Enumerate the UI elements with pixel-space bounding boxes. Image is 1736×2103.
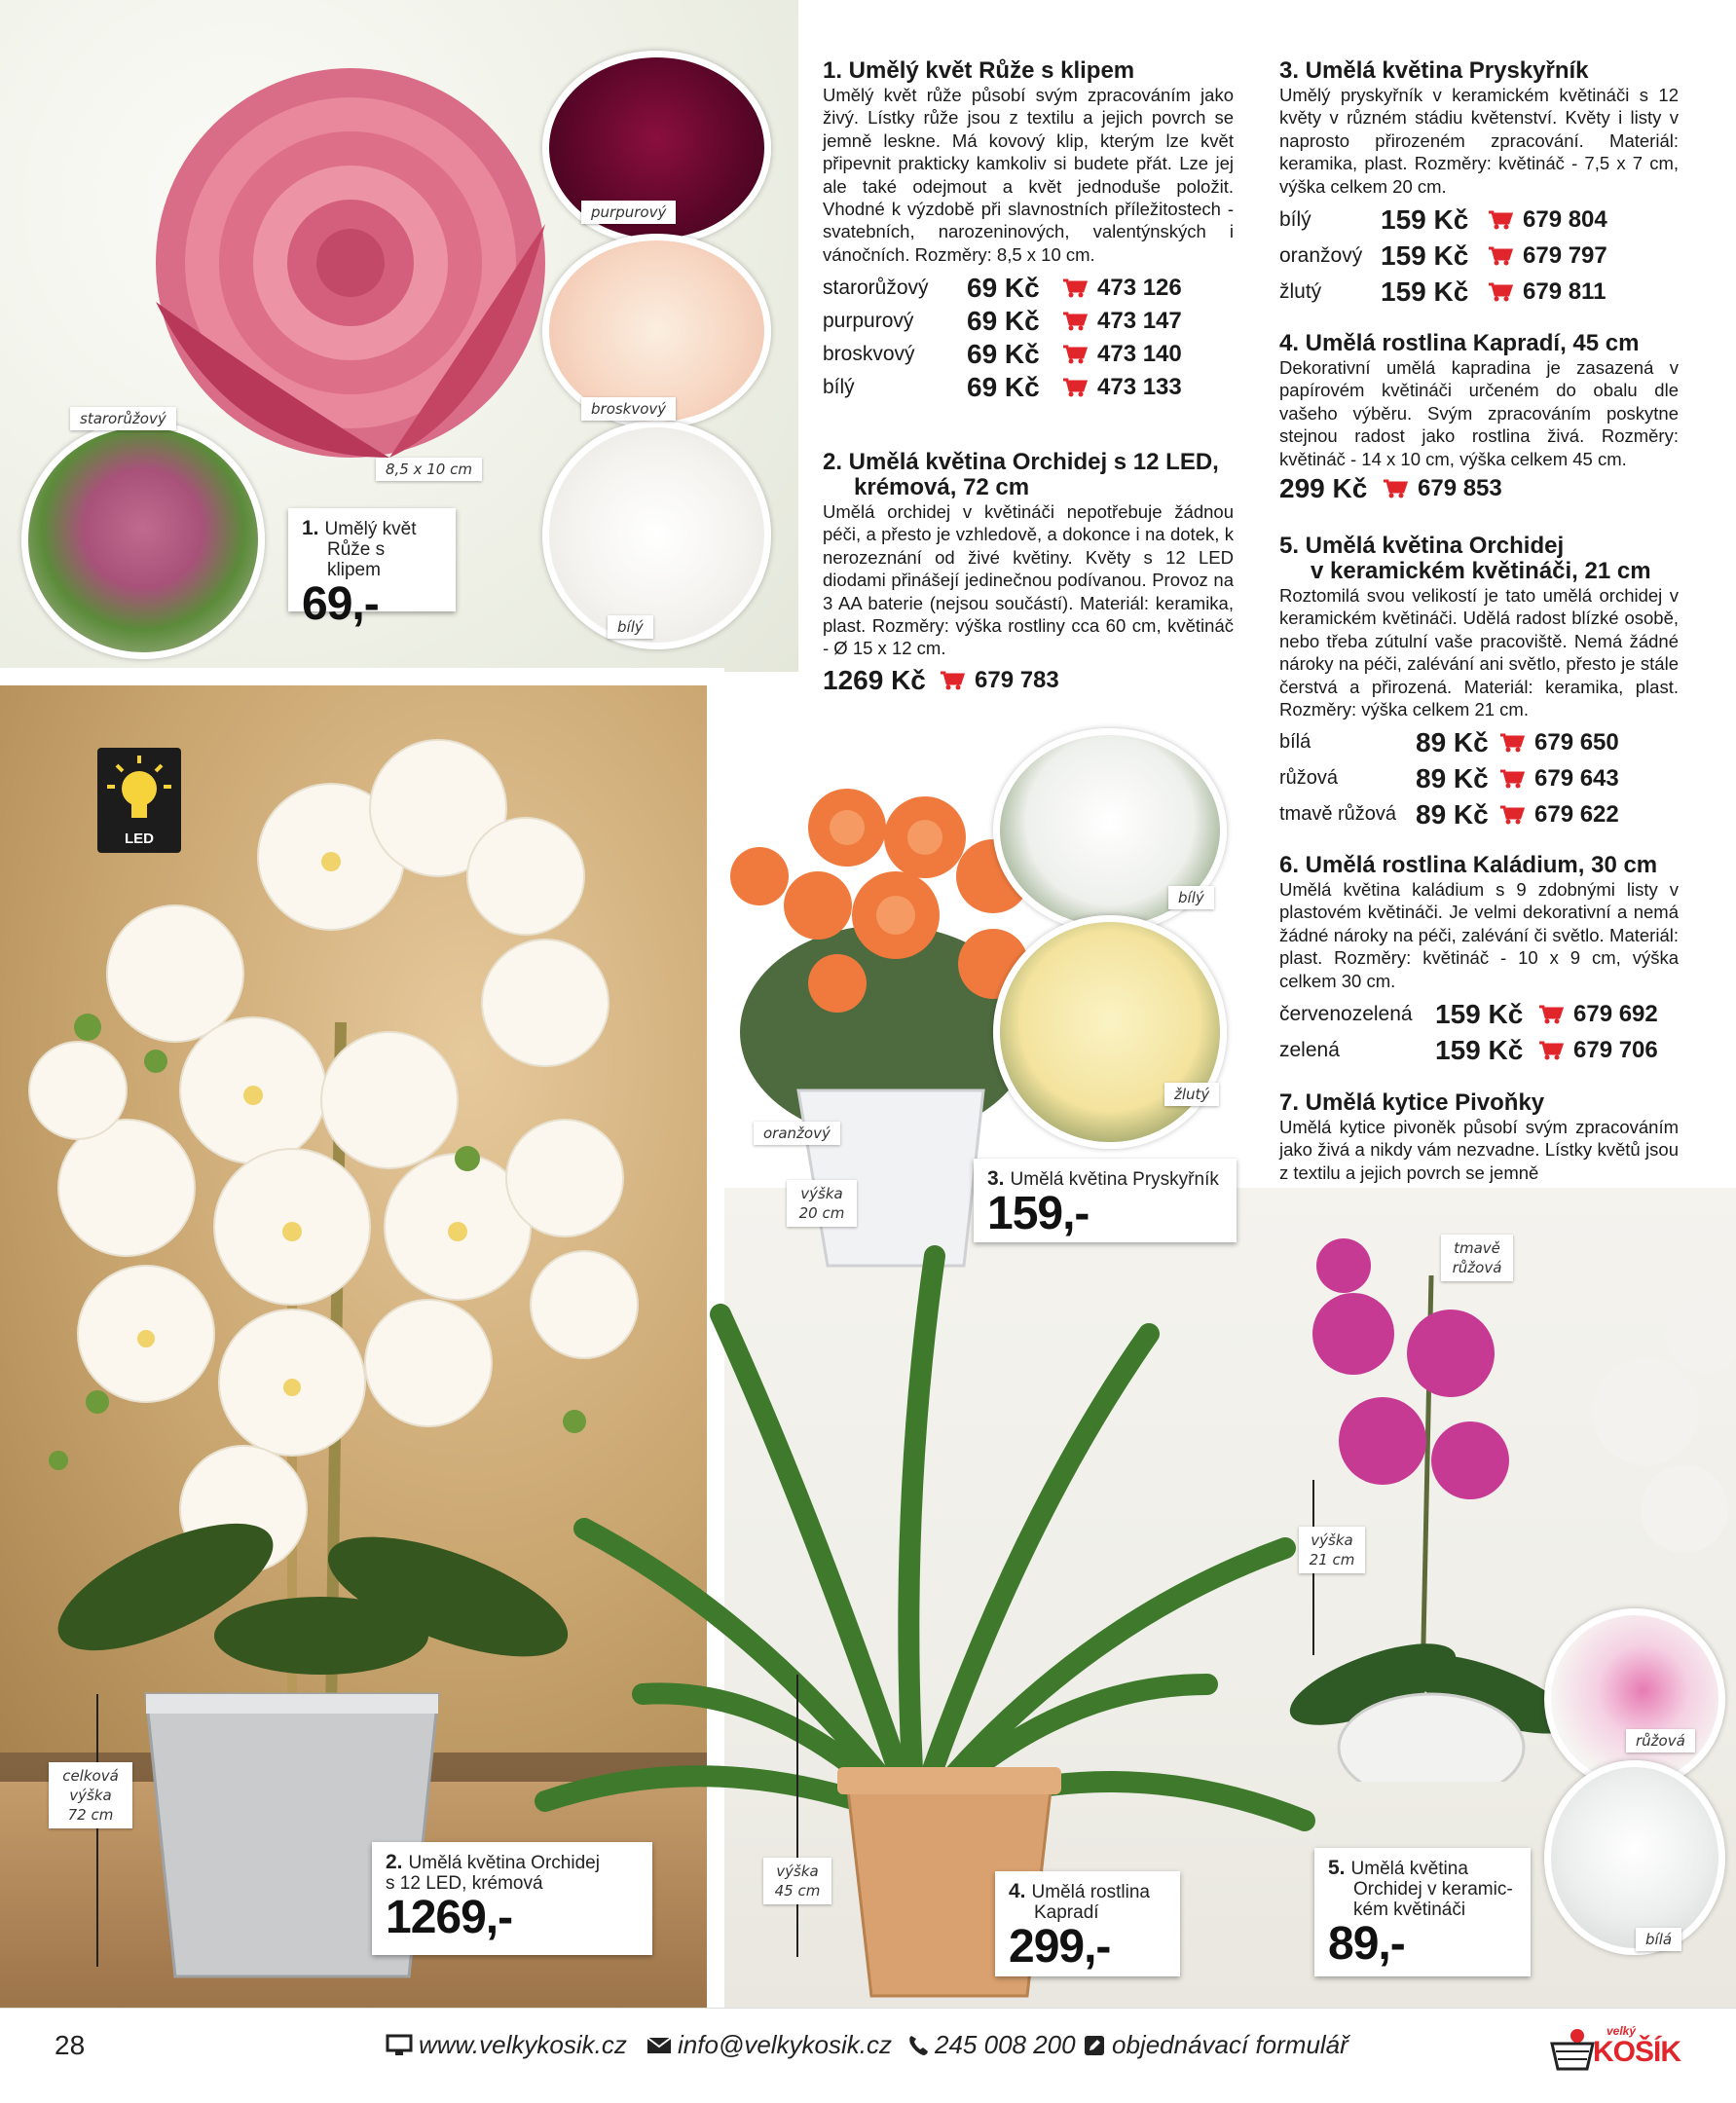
- cart-icon[interactable]: [1062, 311, 1088, 332]
- product-4-description: Dekorativní umělá kapradina je zasazená v papírovém květináči určeném do obalu dle vašeho výběru. Svým zpracováním poskytne stejnou radost jako rostlina živá. Rozměry: květináč - 14 x 10 cm, výška celkem 45 cm.: [1279, 357, 1679, 469]
- variant-row[interactable]: tmavě růžová 89 Kč 679 622: [1279, 798, 1619, 830]
- price-tag-4: 4. Umělá rostlina Kapradí 299,-: [995, 1871, 1180, 1976]
- label-broskvový: broskvový: [581, 397, 676, 421]
- product-5-variants: [1279, 724, 1679, 832]
- cart-icon[interactable]: [940, 670, 965, 691]
- label-celkova-vyska: celková výška 72 cm: [49, 1762, 132, 1828]
- product-5-title: 5. Umělá květina Orchidej: [1279, 533, 1565, 559]
- cart-icon[interactable]: [1062, 377, 1088, 398]
- variant-row[interactable]: 1269 Kč 679 783: [823, 664, 1059, 695]
- label-size-rose: 8,5 x 10 cm: [376, 458, 482, 481]
- product-6-variants: [1279, 996, 1679, 1068]
- label-bily-ranunculus: bílý: [1168, 886, 1214, 909]
- website-link[interactable]: www.velkykosik.cz: [386, 2030, 627, 2060]
- variant-row[interactable]: purpurový 69 Kč 473 147: [823, 306, 1182, 337]
- product-1-description: Umělý květ růže působí svým zpracováním jako živý. Lístky růže jsou z textilu a jejich povrch se jemně leskne. Má kovový klip, kterým lze květ připevnit prakticky kamkoliv si budete přát. Lze jej ale také odejmout a květ jednoduše položit. Vhodné k výzdobě při slavnostních příležitostech - svatebních, narozeninových, valentýnských i vánočních. Rozměry: 8,5 x 10 cm.: [823, 85, 1234, 265]
- page-number: 28: [55, 2030, 86, 2060]
- cart-icon[interactable]: [1499, 804, 1525, 826]
- label-bila: bílá: [1636, 1928, 1681, 1951]
- light-bulb-icon: [97, 752, 181, 830]
- email-link[interactable]: info@velkykosik.cz: [646, 2030, 892, 2060]
- cart-icon[interactable]: [1488, 209, 1513, 231]
- variant-row[interactable]: bílá 89 Kč 679 650: [1279, 726, 1619, 757]
- product-6-block: [1279, 853, 1679, 1068]
- label-tmave-ruzova: tmavě růžová: [1441, 1235, 1513, 1281]
- product-3-description: Umělý pryskyřník v keramickém květináči s 12 květy v různém stádiu květenství. Květy i listy v naprosto přirozeném zpracování. Materiál: keramika, plast. Rozměry: květináč - 7,5 x 7 cm, výška celkem 20 cm.: [1279, 85, 1679, 197]
- cart-icon[interactable]: [1538, 1004, 1564, 1025]
- product-6-title: 6. Umělá rostlina Kaládium, 30 cm: [1279, 852, 1658, 878]
- label-zluty: žlutý: [1164, 1083, 1219, 1106]
- price-tag-2: 2. Umělá květina Orchidej s 12 LED, krémová 1269,-: [372, 1842, 652, 1955]
- product-1-variants: [823, 272, 1234, 404]
- cart-icon[interactable]: [1488, 245, 1513, 267]
- phone-link[interactable]: 245 008 200: [907, 2030, 1076, 2060]
- product-2-title: 2. Umělá květina Orchidej s 12 LED,: [823, 449, 1219, 475]
- cart-icon[interactable]: [1499, 732, 1525, 754]
- variant-row[interactable]: starorůžový 69 Kč 473 126: [823, 273, 1182, 304]
- cart-icon[interactable]: [1062, 277, 1088, 299]
- rose-clip-detail-circle: [21, 421, 265, 659]
- price-tag-3: 3. Umělá květina Pryskyřník 159,-: [974, 1159, 1237, 1242]
- cart-icon[interactable]: [1062, 344, 1088, 365]
- product-5-description: Roztomilá svou velikostí je tato umělá orchidej v keramickém květináči. Udělá radost blízké osobě, nebo třeba zútulní vaše pracoviště. Nemá žádné nároky na péči, zalévání ani světlo, přesto je stále čerstvá a přirozená. Materiál: keramika, plast. Rozměry: výška celkem 21 cm.: [1279, 585, 1679, 720]
- label-ruzova: růžová: [1626, 1729, 1695, 1752]
- rose-image: [127, 39, 574, 487]
- product-7-block: [1279, 1090, 1679, 1184]
- page-footer: [0, 2008, 1736, 2103]
- product-2-block: 2. Umělá květina Orchidej s 12 LED, krémová, 72 cm Umělá orchidej v květináči nepotřebuje žádnou péči, a přesto je vzhledově, a dokonce i na dotek, k nerozeznání od živé květiny. Květy s 12 LED diodami přinášejí jedinečnou podívanou. Provoz na 3 AA baterie (nejsou součástí). Materiál: keramika, plast. Rozměry: výška rostliny cca 60 cm, květináč - Ø 15 x 12 cm. 1269 Kč 679 783: [823, 449, 1234, 695]
- variant-row[interactable]: zelená 159 Kč 679 706: [1279, 1034, 1658, 1065]
- label-vyska-20: výška 20 cm: [787, 1180, 857, 1227]
- label-bílý: bílý: [608, 615, 653, 639]
- product-1-title: 1. Umělý květ Růže s klipem: [823, 57, 1135, 84]
- cart-icon[interactable]: [1383, 478, 1408, 499]
- product-3-block: [1279, 58, 1679, 310]
- label-vyska-45: výška 45 cm: [763, 1858, 831, 1904]
- variant-row[interactable]: bílý 69 Kč 473 133: [823, 372, 1182, 403]
- price-tag-1: 1. Umělý květ Růže s klipem 69,-: [288, 508, 456, 611]
- label-oranzovy: oranžový: [754, 1122, 840, 1145]
- led-badge: LED: [97, 748, 181, 853]
- product-5-block: 5. Umělá květina Orchidej v keramickém květináči, 21 cm Roztomilá svou velikostí je tato umělá orchidej v keramickém květináči. Udělá radost blízké osobě, nebo třeba zútulní vaše pracoviště. Nemá žádné nároky na péči, zalévání ani světlo, přesto je stále čerstvá a přirozená. Materiál: keramika, plast. Rozměry: výška celkem 21 cm. bílá 89 Kč 679 650 růžová 89 Kč 679 643 tmavě růžová 89 Kč 679 622: [1279, 534, 1679, 832]
- envelope-icon: [646, 2036, 672, 2055]
- product-1-block: [823, 58, 1234, 404]
- yellow-ranunculus-circle: [993, 915, 1227, 1149]
- variant-row[interactable]: růžová 89 Kč 679 643: [1279, 762, 1619, 793]
- variant-row[interactable]: žlutý 159 Kč 679 811: [1279, 276, 1607, 307]
- white-rose-circle: [542, 421, 771, 649]
- cart-icon[interactable]: [1488, 281, 1513, 303]
- label-vyska-21: výška 21 cm: [1299, 1527, 1365, 1573]
- product-6-description: Umělá květina kaládium s 9 zdobnými listy v plastovém květináči. Je velmi dekorativní a nemá žádné nároky na péči, zalévání či světlo. Materiál: plast. Rozměry: květináč - 10 x 9 cm, výška celkem 30 cm.: [1279, 879, 1679, 991]
- product-4-title: 4. Umělá rostlina Kapradí, 45 cm: [1279, 330, 1640, 356]
- product-3-title: 3. Umělá květina Pryskyřník: [1279, 57, 1589, 84]
- monitor-icon: [386, 2034, 413, 2057]
- variant-row[interactable]: oranžový 159 Kč 679 797: [1279, 240, 1607, 271]
- product-2-description: Umělá orchidej v květináči nepotřebuje žádnou péči, a přesto je vzhledově, a dokonce i na dotek, k nerozeznání od živé květiny. Květy s 12 LED diodami přinášejí jedinečnou podívanou. Provoz na 3 AA baterie (nejsou součástí). Materiál: keramika, plast. Rozměry: výška rostliny cca 60 cm, květináč - Ø 15 x 12 cm.: [823, 501, 1234, 659]
- fern-image: [526, 1236, 1324, 2006]
- basket-icon: [1548, 2026, 1597, 2075]
- phone-icon: [907, 2034, 929, 2057]
- product-7-description: Umělá kytice pivoněk působí svým zpracováním jako živá a nikdy vám nezvadne. Lístky květů jsou z textilu a jejich povrch se jemně: [1279, 1117, 1679, 1183]
- variant-row[interactable]: červenozelená 159 Kč 679 692: [1279, 998, 1658, 1029]
- variant-row[interactable]: 299 Kč 679 853: [1279, 473, 1502, 504]
- label-starorůžový: starorůžový: [70, 407, 176, 430]
- edit-form-icon: [1083, 2034, 1106, 2057]
- cart-icon[interactable]: [1499, 768, 1525, 790]
- variant-row[interactable]: broskvový 69 Kč 473 140: [823, 339, 1182, 370]
- label-purpurový: purpurový: [581, 201, 676, 224]
- product-7-title: 7. Umělá kytice Pivoňky: [1279, 1089, 1545, 1116]
- velky-kosik-logo[interactable]: velký KOŠÍK: [1548, 2020, 1694, 2079]
- white-orchid-circle: [1544, 1760, 1725, 1955]
- variant-row[interactable]: bílý 159 Kč 679 804: [1279, 203, 1607, 235]
- price-tag-5: 5. Umělá květina Orchidej v keramic- kém květináči 89,-: [1314, 1848, 1531, 1976]
- cart-icon[interactable]: [1538, 1040, 1564, 1061]
- product-3-variants: [1279, 202, 1679, 310]
- order-form-link[interactable]: objednávací formulář: [1083, 2030, 1348, 2060]
- product-4-block: [1279, 331, 1679, 505]
